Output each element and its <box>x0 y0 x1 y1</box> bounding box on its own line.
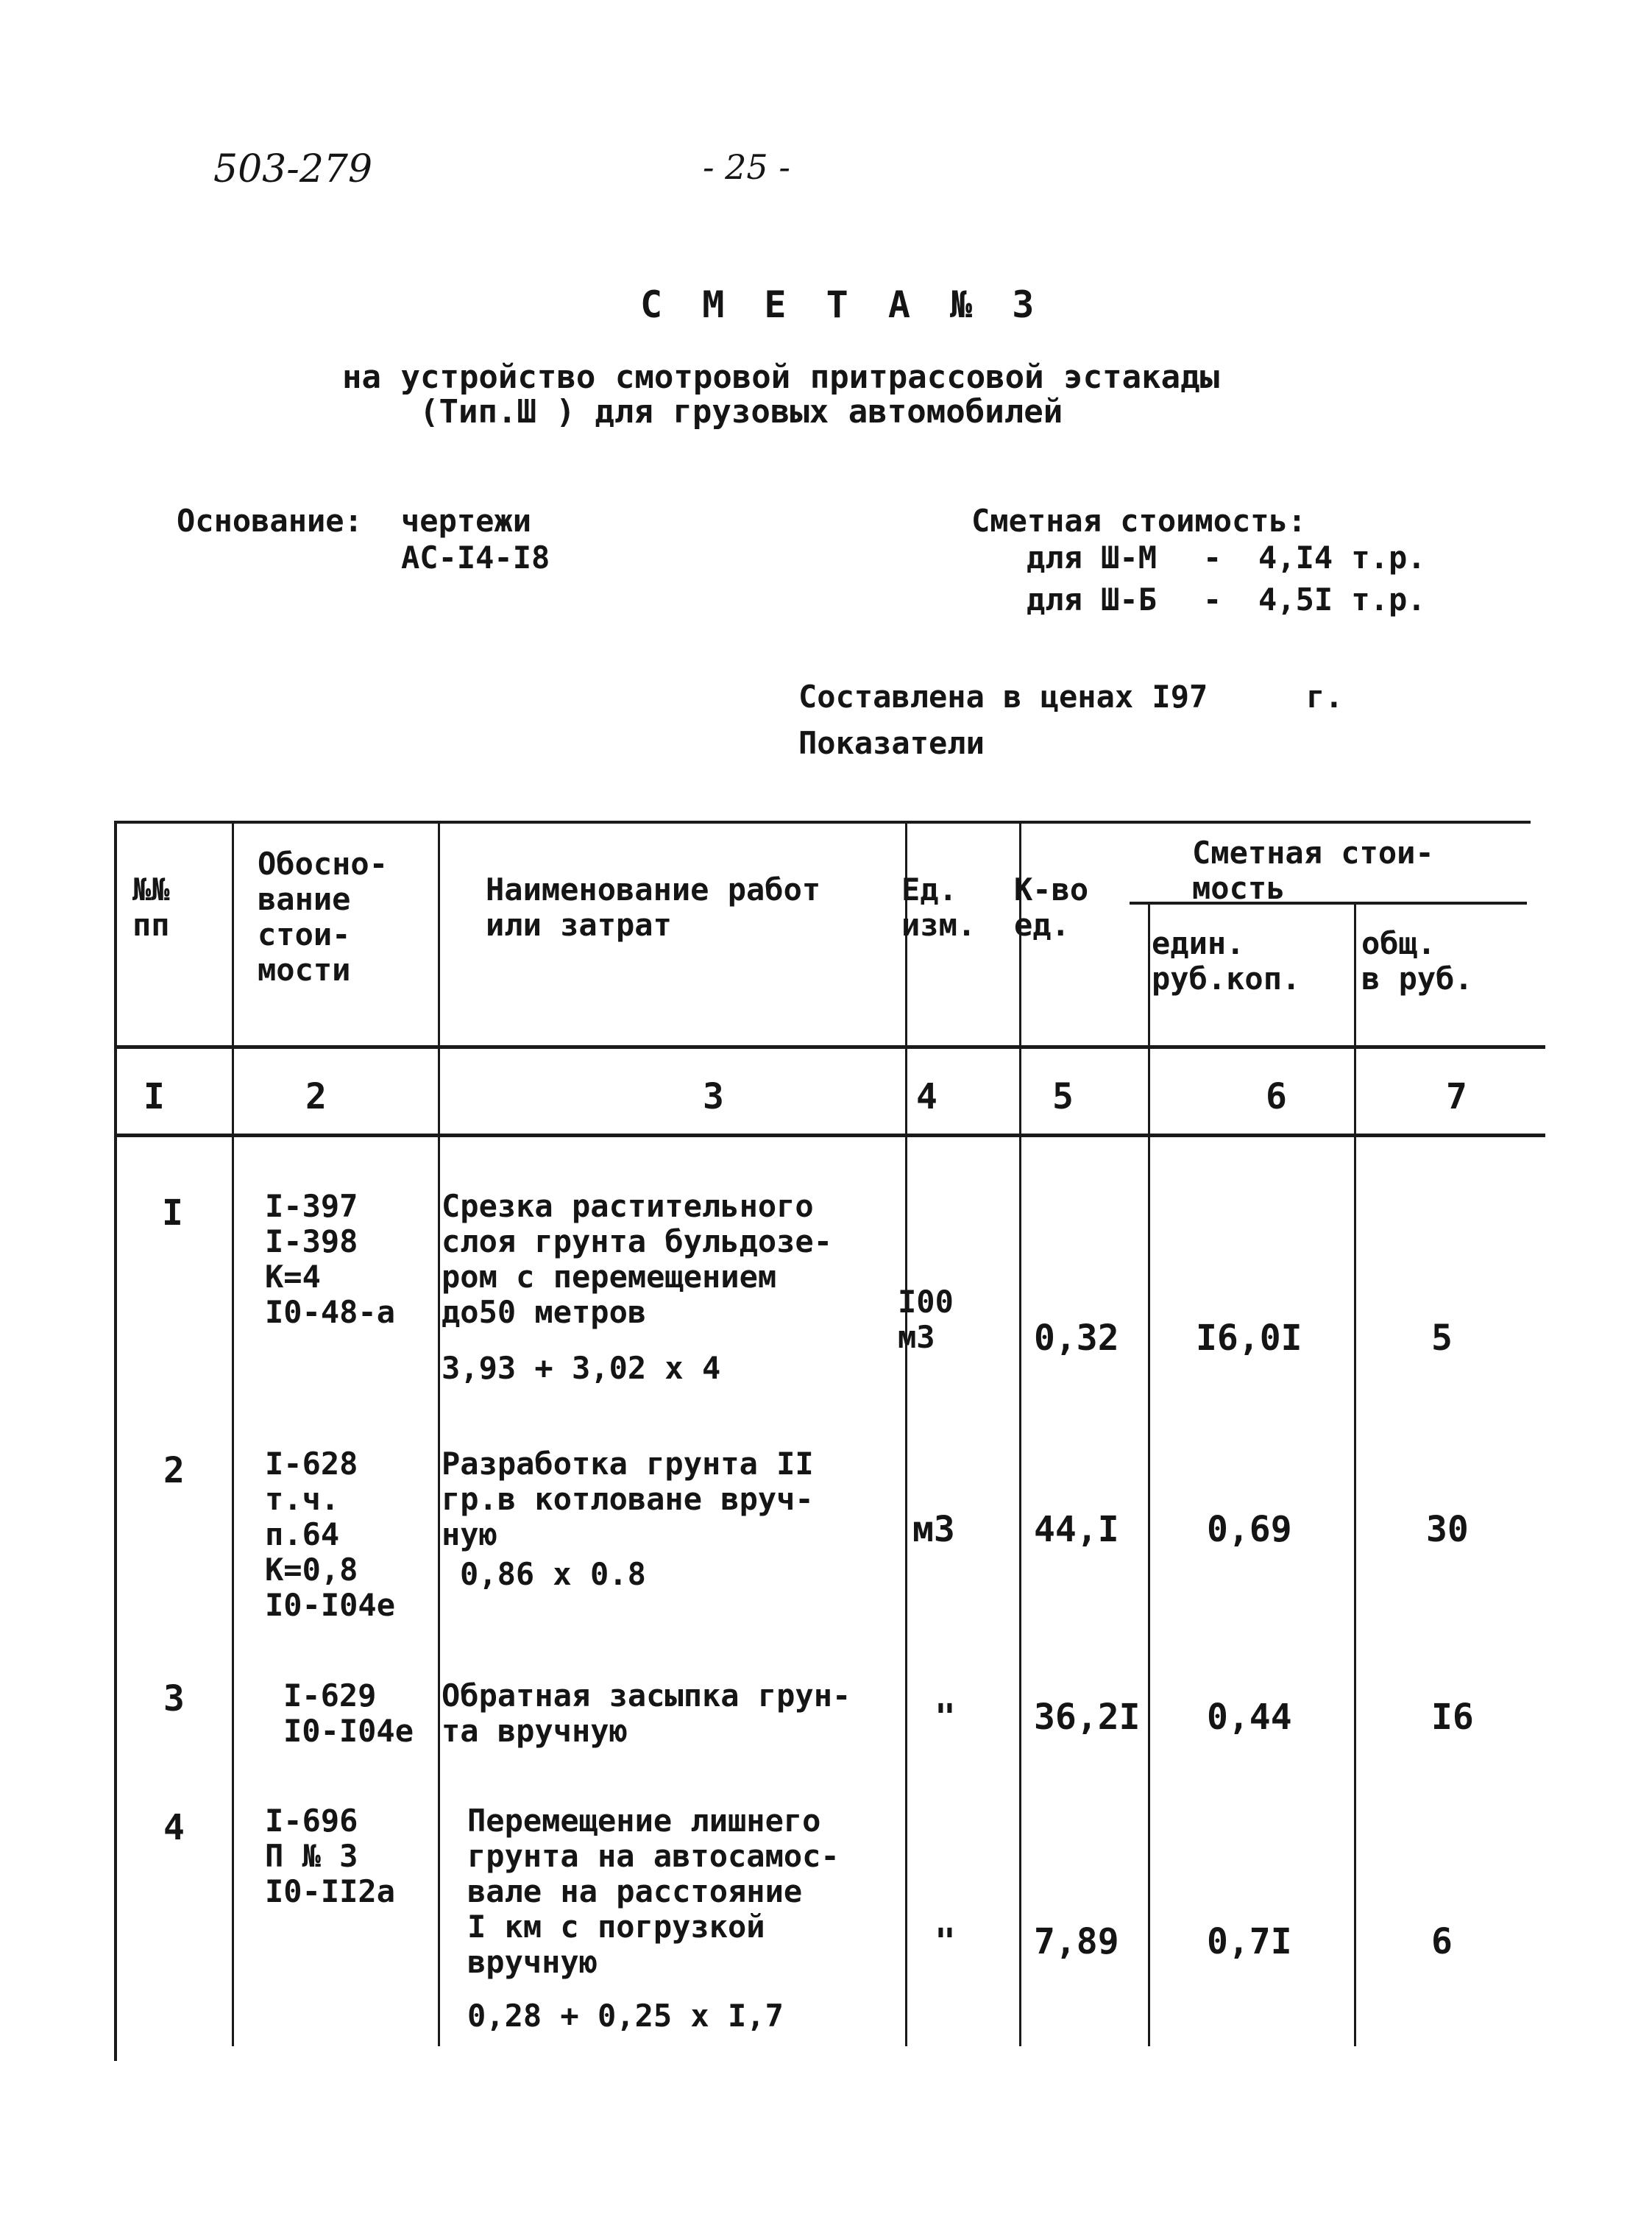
col-divider-1 <box>232 821 234 2046</box>
row-formula: 3,93 + 3,02 х 4 <box>442 1350 721 1386</box>
cost-line-2-dash: - <box>1203 581 1222 618</box>
row-basis: I-397 I-398 К=4 I0-48-а <box>265 1188 396 1330</box>
row-number: 3 <box>163 1678 185 1719</box>
cost-line-2-value: 4,5I т.р. <box>1258 581 1426 618</box>
col-divider-3 <box>905 821 907 2046</box>
row-quantity: 44,I <box>1034 1509 1119 1550</box>
row-unit-price: 0,44 <box>1207 1697 1292 1738</box>
row-name: Срезка растительного слоя грунта бульдозе- ром с перемещением до50 метров <box>442 1188 833 1330</box>
row-formula: 0,86 х 0.8 <box>460 1556 646 1592</box>
row-number: I <box>162 1192 183 1234</box>
row-unit: м3 <box>912 1509 955 1550</box>
subtitle-line-1: на устройство смотровой притрассовой эстакады <box>342 358 1220 396</box>
row-name: Разработка грунта II гр.в котловане вруч- ную <box>442 1446 814 1552</box>
page-title: С М Е Т А № 3 <box>640 283 1043 326</box>
row-name: Перемещение лишнего грунта на автосамос- вале на расстояние I км с погрузкой вручную <box>467 1803 840 1980</box>
header-col-3: Наименование работ или затрат <box>486 871 821 943</box>
header-col-5: К-во ед. <box>1014 871 1089 943</box>
column-number-6: 6 <box>1266 1076 1287 1117</box>
row-unit: " <box>935 1697 956 1738</box>
row-formula: 0,28 + 0,25 х I,7 <box>467 1998 784 2034</box>
column-numbers-rule <box>114 1134 1545 1137</box>
compiled-prices: Составлена в ценах I97 <box>798 679 1208 715</box>
row-unit: I00 м3 <box>898 1284 954 1355</box>
column-number-3: 3 <box>703 1076 724 1117</box>
row-unit-price: 0,7I <box>1207 1921 1292 1962</box>
column-number-2: 2 <box>305 1076 327 1117</box>
cost-line-1-prefix: для Ш-М <box>1027 540 1158 576</box>
row-unit-price: I6,0I <box>1196 1318 1302 1359</box>
col-divider-6 <box>1354 902 1356 2046</box>
column-number-7: 7 <box>1446 1076 1467 1117</box>
indicators-label: Показатели <box>798 725 985 761</box>
row-quantity: 7,89 <box>1034 1921 1119 1962</box>
row-total: 30 <box>1426 1509 1469 1550</box>
row-total: 6 <box>1431 1921 1453 1962</box>
header-col-4: Ед. изм. <box>901 871 976 943</box>
document-code: 503-279 <box>213 147 373 191</box>
row-number: 4 <box>163 1807 185 1848</box>
subtitle-line-2: (Тип.Ш ) для грузовых автомобилей <box>419 393 1063 431</box>
compiled-year-suffix: г. <box>1306 679 1344 715</box>
header-col-2: Обосно- вание стои- мости <box>258 846 389 988</box>
header-cost-group: Сметная стои- мость <box>1192 835 1434 906</box>
row-number: 2 <box>163 1450 185 1491</box>
basis-label: Основание: <box>177 503 363 539</box>
basis-value-line-2: АС-I4-I8 <box>401 540 550 576</box>
col-divider-2 <box>438 821 440 2046</box>
row-name: Обратная засыпка грун- та вручную <box>442 1677 851 1749</box>
header-col-1: №№ пп <box>132 871 170 943</box>
row-total: I6 <box>1431 1697 1474 1738</box>
column-number-4: 4 <box>916 1076 937 1117</box>
row-total: 5 <box>1431 1318 1453 1359</box>
table-top-rule <box>114 821 1531 824</box>
header-bottom-rule <box>114 1045 1545 1049</box>
row-unit: " <box>935 1921 956 1962</box>
header-col-6: един. руб.коп. <box>1152 925 1301 997</box>
col-divider-4 <box>1019 821 1021 2046</box>
basis-value-line-1: чертежи <box>401 503 532 539</box>
row-basis: I-629 I0-I04е <box>283 1677 414 1749</box>
table-left-border <box>114 821 117 2061</box>
cost-line-2-prefix: для Ш-Б <box>1027 581 1158 618</box>
row-unit-price: 0,69 <box>1207 1509 1292 1550</box>
row-basis: I-696 П № 3 I0-II2а <box>265 1803 396 1909</box>
cost-line-1-value: 4,I4 т.р. <box>1258 540 1426 576</box>
column-number-1: I <box>143 1076 165 1117</box>
page-number: - 25 - <box>703 147 790 187</box>
row-quantity: 0,32 <box>1034 1318 1119 1359</box>
header-col-7: общ. в руб. <box>1361 925 1473 997</box>
row-quantity: 36,2I <box>1034 1697 1141 1738</box>
col-divider-5 <box>1148 902 1150 2046</box>
row-basis: I-628 т.ч. п.64 К=0,8 I0-I04е <box>265 1446 396 1623</box>
cost-label: Сметная стоимость: <box>971 503 1307 539</box>
column-number-5: 5 <box>1052 1076 1074 1117</box>
cost-line-1-dash: - <box>1203 540 1222 576</box>
